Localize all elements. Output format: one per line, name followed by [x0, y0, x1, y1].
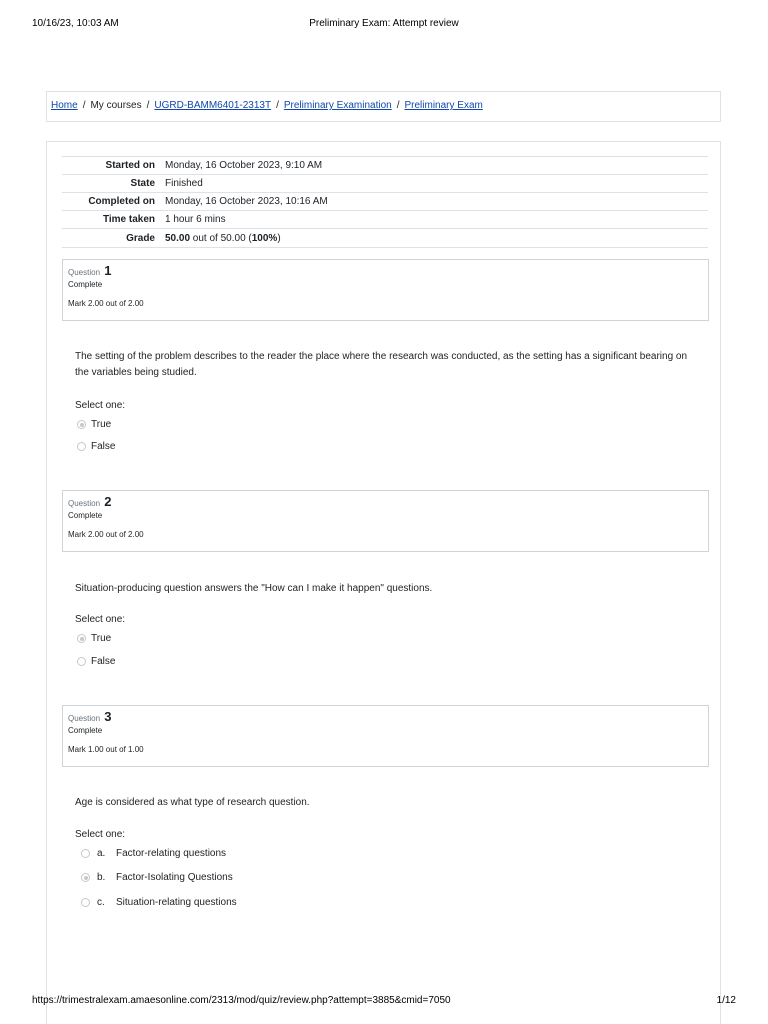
- option-text: True: [91, 633, 112, 644]
- grade-out-of: out of 50.00 (: [190, 232, 252, 244]
- question-3-option-b[interactable]: [77, 872, 233, 883]
- state-label: State: [130, 178, 155, 189]
- breadcrumb-separator: /: [396, 100, 400, 111]
- select-one-label: Select one:: [75, 614, 126, 625]
- question-number-value: 3: [104, 709, 112, 724]
- option-text: Factor-relating questions: [116, 848, 227, 859]
- radio-selected-icon[interactable]: [77, 420, 86, 429]
- attempt-summary-table: [62, 156, 708, 248]
- breadcrumb-course-link[interactable]: UGRD-BAMM6401-2313T: [154, 100, 272, 111]
- radio-icon[interactable]: [81, 898, 90, 907]
- radio-selected-icon[interactable]: [81, 873, 90, 882]
- option-text: Factor-Isolating Questions: [116, 872, 233, 883]
- option-text: Situation-relating questions: [116, 897, 237, 908]
- question-label: Question: [68, 499, 101, 508]
- question-mark: Mark 2.00 out of 2.00: [68, 530, 144, 539]
- breadcrumb-separator: /: [82, 100, 86, 111]
- started-on-value: Monday, 16 October 2023, 9:10 AM: [165, 160, 323, 171]
- summary-row-state: [62, 175, 708, 193]
- question-number: [68, 263, 703, 278]
- option-letter: b.: [97, 872, 106, 883]
- question-label: Question: [68, 714, 101, 723]
- grade-value: [161, 229, 708, 248]
- question-number-value: 1: [104, 263, 112, 278]
- grade-close: ): [277, 232, 281, 244]
- question-3-option-c[interactable]: [77, 897, 237, 908]
- breadcrumb-separator: /: [146, 100, 150, 111]
- breadcrumb-quiz-link[interactable]: Preliminary Exam: [404, 100, 483, 111]
- question-number: [68, 709, 703, 724]
- grade-percent: 100%: [251, 232, 278, 244]
- question-3-info: [62, 705, 709, 767]
- completed-on-value: Monday, 16 October 2023, 10:16 AM: [165, 196, 328, 207]
- question-state: Complete: [68, 280, 103, 289]
- breadcrumb-my-courses: My courses: [90, 100, 142, 111]
- question-label: Question: [68, 268, 101, 277]
- select-one-label: Select one:: [75, 829, 126, 840]
- question-2-option-false[interactable]: [77, 656, 115, 667]
- question-1-text: The setting of the problem describes to the reader the place where the research was conducted, as the setting has a significant bearing on the variables being studied.: [75, 351, 688, 378]
- time-taken-label: Time taken: [102, 214, 155, 225]
- question-mark: Mark 1.00 out of 1.00: [68, 745, 144, 754]
- state-value: Finished: [165, 178, 203, 189]
- radio-icon[interactable]: [77, 442, 86, 451]
- grade-score: 50.00: [165, 232, 191, 244]
- question-mark: Mark 2.00 out of 2.00: [68, 299, 144, 308]
- radio-icon[interactable]: [77, 657, 86, 666]
- question-1-info: [62, 259, 709, 321]
- option-text: False: [91, 441, 116, 452]
- option-letter: a.: [97, 848, 106, 859]
- question-state: Complete: [68, 726, 103, 735]
- breadcrumb: [46, 91, 721, 122]
- question-2-info: [62, 490, 709, 552]
- radio-icon[interactable]: [81, 849, 90, 858]
- print-title: Preliminary Exam: Attempt review: [309, 18, 459, 29]
- breadcrumb-home-link[interactable]: Home: [51, 100, 78, 111]
- option-text: True: [91, 419, 112, 430]
- question-2-text: Situation-producing question answers the "How can I make it happen" questions.: [75, 583, 433, 594]
- radio-selected-icon[interactable]: [77, 634, 86, 643]
- print-url: https://trimestralexam.amaesonline.com/2313/mod/quiz/review.php?attempt=3885&cmid=7050: [32, 995, 451, 1006]
- question-number-value: 2: [104, 494, 112, 509]
- question-3-option-a[interactable]: [77, 848, 226, 859]
- grade-label: Grade: [126, 232, 155, 244]
- started-on-label: Started on: [105, 160, 155, 171]
- print-datetime: 10/16/23, 10:03 AM: [32, 18, 119, 29]
- summary-row-started: [62, 157, 708, 175]
- option-letter: c.: [97, 897, 105, 908]
- attempt-review-region: [46, 141, 721, 1024]
- time-taken-value: 1 hour 6 mins: [165, 214, 226, 225]
- question-number: [68, 494, 703, 509]
- print-header: [32, 18, 736, 32]
- print-page-number: 1/12: [716, 995, 736, 1006]
- option-text: False: [91, 656, 116, 667]
- summary-row-grade: [62, 229, 708, 248]
- summary-row-time-taken: [62, 211, 708, 229]
- completed-on-label: Completed on: [88, 196, 155, 207]
- select-one-label: Select one:: [75, 400, 126, 411]
- question-state: Complete: [68, 511, 103, 520]
- question-1-option-true[interactable]: [77, 419, 111, 430]
- breadcrumb-separator: /: [276, 100, 279, 111]
- summary-row-completed: [62, 193, 708, 211]
- question-1-option-false[interactable]: [77, 441, 115, 452]
- breadcrumb-section-link[interactable]: Preliminary Examination: [283, 100, 392, 111]
- print-footer: [32, 995, 736, 1009]
- question-3-text: Age is considered as what type of research question.: [75, 797, 310, 808]
- question-2-option-true[interactable]: [77, 633, 111, 644]
